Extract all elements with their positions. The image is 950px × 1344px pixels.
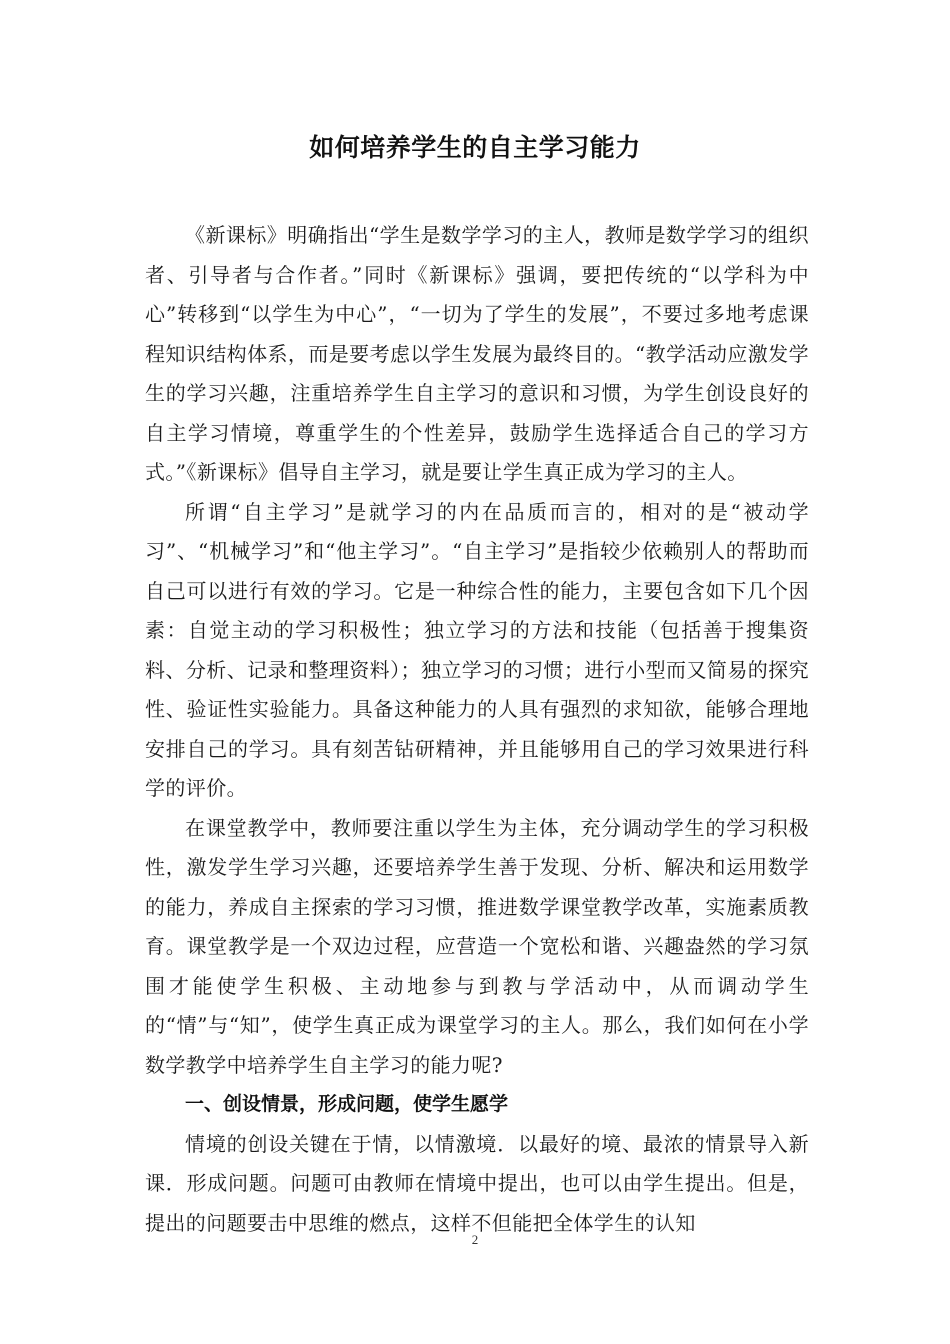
page-number: 2 — [471, 1232, 479, 1247]
section-paragraph: 情境的创设关键在于情，以情激境．以最好的境、最浓的情景导入新课．形成问题。问题可由教师在情境中提出，也可以由学生提出。但是，提出的问题要击中思维的燃点，这样不但能把全体学生的认知 — [145, 1131, 809, 1235]
section-heading: 一、创设情景，形成问题，使学生愿学 — [185, 1093, 509, 1115]
body-paragraph: 所谓“自主学习”是就学习的内在品质而言的，相对的是“被动学习”、“机械学习”和“他主学习”。“自主学习”是指较少依赖别人的帮助而自己可以进行有效的学习。它是一种综合性的能力，主要包含如下几个因素：自觉主动的学习积极性；独立学习的方法和技能（包括善于搜集资料、分析、记录和整理资料）；独立学习的习惯；进行小型而又简易的探究性、验证性实验能力。具备这种能力的人具有强烈的求知欲，能够合理地安排自己的学习。具有刻苦钻研精神，并且能够用自己的学习效果进行科学的评价。 — [145, 499, 809, 800]
body-paragraph: 在课堂教学中，教师要注重以学生为主体，充分调动学生的学习积极性，激发学生学习兴趣，还要培养学生善于发现、分析、解决和运用数学的能力，养成自主探索的学习习惯，推进数学课堂教学改革，实施素质教育。课堂教学是一个双边过程，应营造一个宽松和谐、兴趣盎然的学习氛围才能使学生积极、主动地参与到教与学活动中，从而调动学生的“情”与“知”，使学生真正成为课堂学习的主人。那么，我们如何在小学数学教学中培养学生自主学习的能力呢? — [145, 815, 809, 1077]
document-title: 如何培养学生的自主学习能力 — [309, 133, 641, 162]
document-body — [145, 216, 809, 1243]
body-paragraph: 《新课标》明确指出“学生是数学学习的主人，教师是数学学习的组织者、引导者与合作者。”同时《新课标》强调，要把传统的“以学科为中心”转移到“以学生为中心”，“一切为了学生的发展”，不要过多地考虑课程知识结构体系，而是要考虑以学生发展为最终目的。“教学活动应激发学生的学习兴趣，注重培养学生自主学习的意识和习惯，为学生创设良好的自主学习情境，尊重学生的个性差异，鼓励学生选择适合自己的学习方式。”《新课标》倡导自主学习，就是要让学生真正成为学习的主人。 — [145, 223, 809, 484]
